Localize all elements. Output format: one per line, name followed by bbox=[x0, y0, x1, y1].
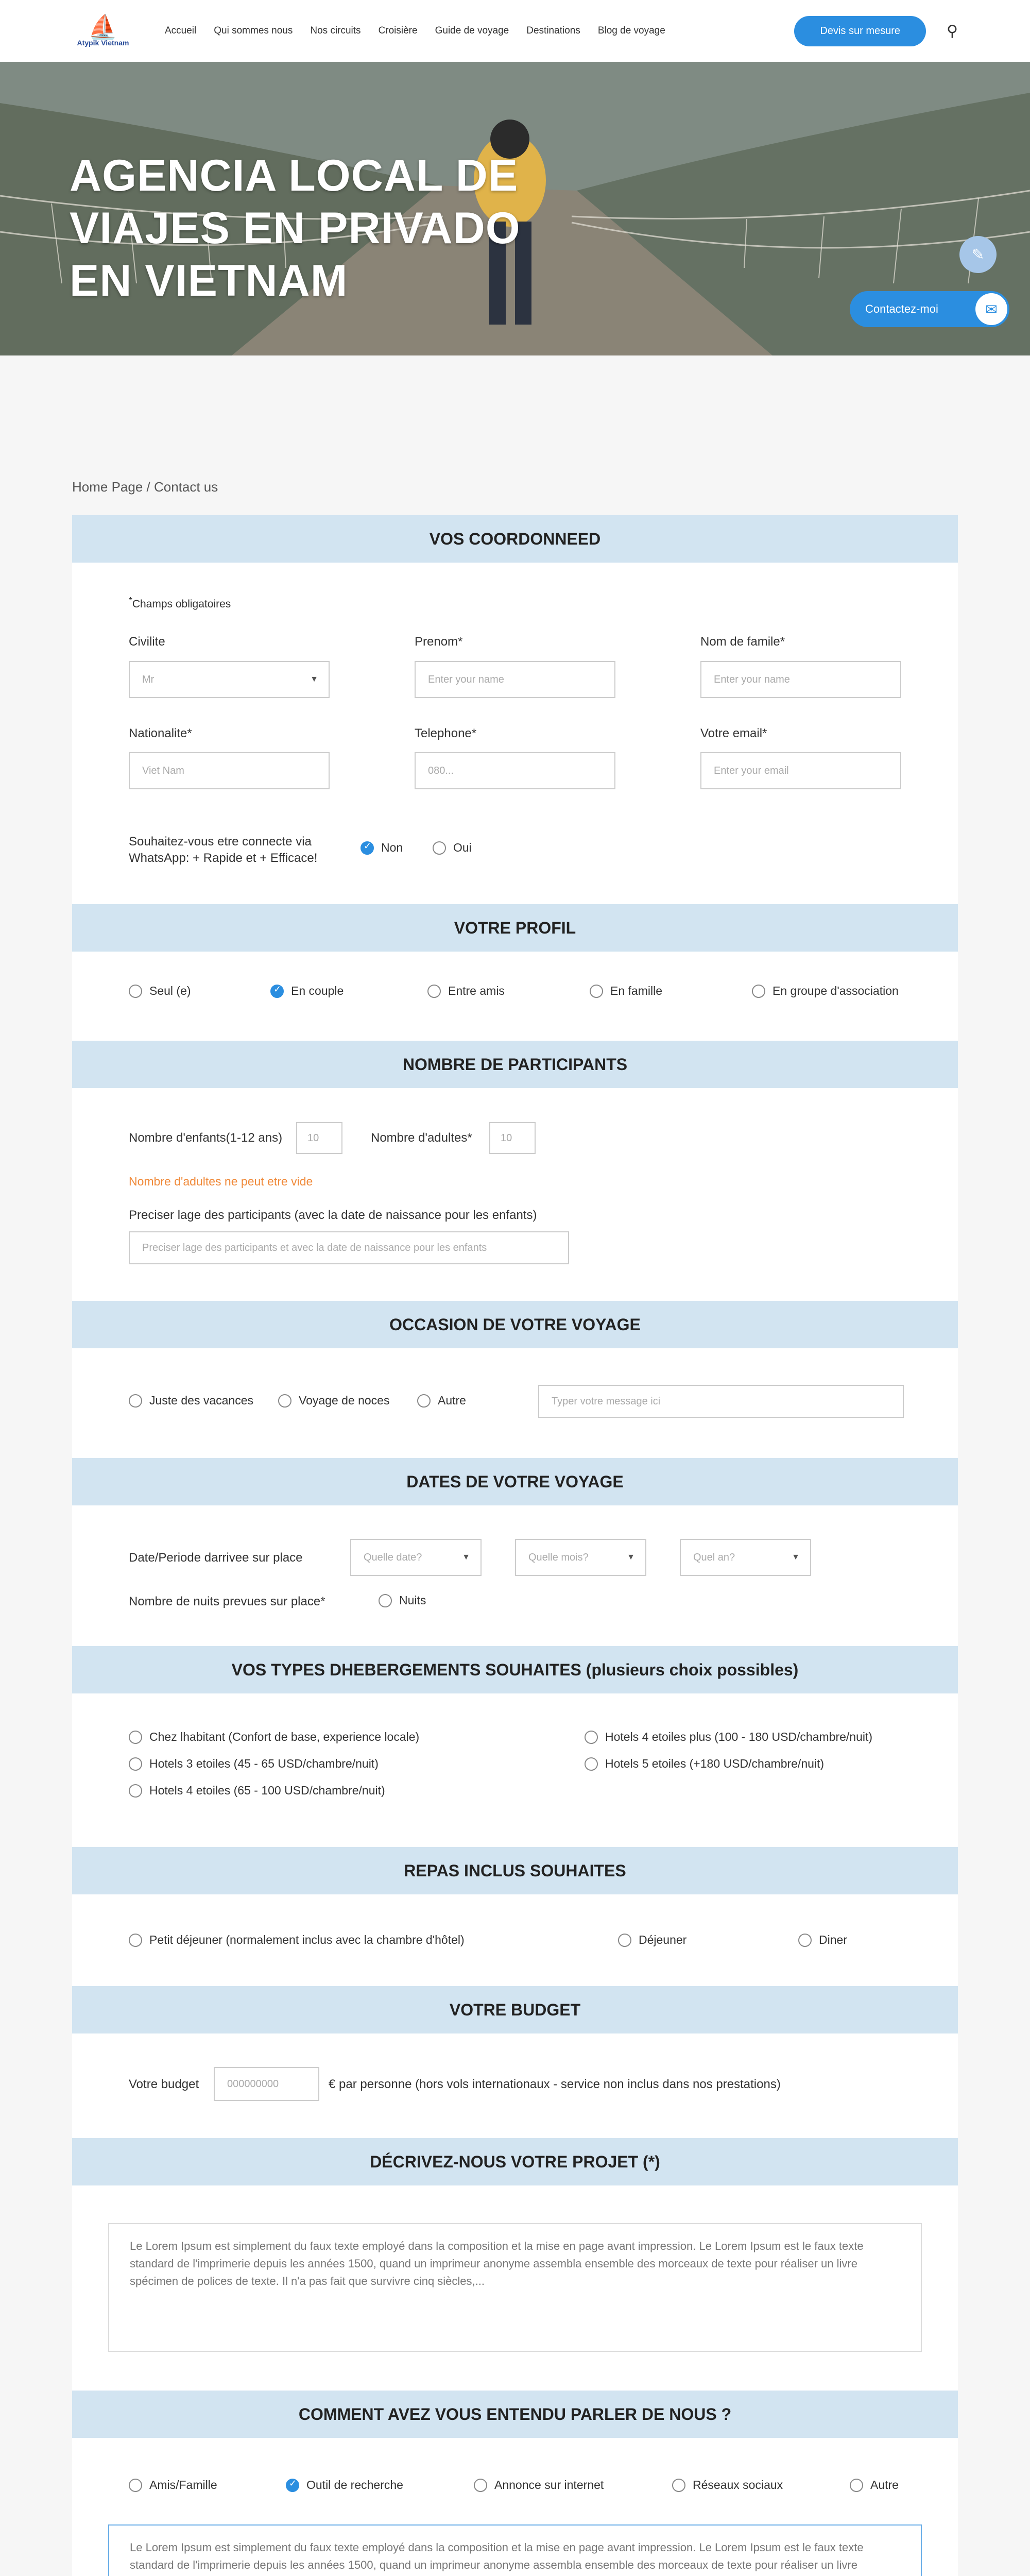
phone-input[interactable]: 080... bbox=[415, 752, 615, 789]
contact-me-button[interactable] bbox=[850, 291, 1009, 327]
radio-icon bbox=[590, 985, 603, 998]
children-label: Nombre d'enfants(1-12 ans) bbox=[129, 1131, 283, 1145]
meal-option-label: Déjeuner bbox=[639, 1933, 687, 1946]
radio-checked-icon bbox=[286, 2479, 299, 2492]
profile-option-couple[interactable] bbox=[270, 984, 344, 998]
arrival-day-placeholder: Quelle date? bbox=[364, 1551, 422, 1563]
radio-checked-icon bbox=[360, 841, 374, 855]
search-icon[interactable]: ⚲ bbox=[947, 22, 958, 40]
whatsapp-no-radio[interactable] bbox=[360, 841, 403, 855]
radio-icon bbox=[850, 2479, 863, 2492]
adults-label: Nombre d'adultes* bbox=[371, 1131, 472, 1145]
accommodation-option-label: Hotels 5 etoiles (+180 USD/chambre/nuit) bbox=[605, 1757, 825, 1770]
nav-item-blog[interactable]: Blog de voyage bbox=[597, 25, 665, 36]
chevron-down-icon: ▼ bbox=[462, 1553, 470, 1562]
heard-option-annonce[interactable] bbox=[474, 2478, 604, 2492]
main-nav bbox=[165, 25, 665, 37]
contact-me-label: Contactez-moi bbox=[865, 302, 938, 315]
occasion-option-label: Voyage de noces bbox=[299, 1394, 390, 1407]
nationality-input[interactable]: Viet Nam bbox=[129, 752, 330, 789]
profile-option-label: En groupe d'association bbox=[772, 984, 899, 997]
radio-icon bbox=[278, 1394, 291, 1408]
radio-icon bbox=[129, 1731, 142, 1744]
heard-textarea[interactable]: Le Lorem Ipsum est simplement du faux texte employé dans la composition et la mise en page avant impression. Le Lorem Ipsum est le faux texte standard de l'imprimerie depuis les années 1500, quand un imprimeur anonyme assembla ensemble des morceaux de texte pour réaliser un livre bbox=[108, 2524, 922, 2576]
occasion-option-vacances[interactable] bbox=[129, 1394, 253, 1408]
whatsapp-label: Souhaitez-vous etre connecte via WhatsApp: + Rapide et + Efficace! bbox=[129, 835, 318, 865]
budget-suffix: € par personne (hors vols internationaux - service non inclus dans nos prestations) bbox=[329, 2077, 781, 2091]
chat-icon: ✉ bbox=[975, 293, 1007, 325]
phone-label: Telephone* bbox=[415, 726, 477, 740]
adults-input[interactable]: 10 bbox=[489, 1122, 536, 1154]
nav-item-accueil[interactable]: Accueil bbox=[165, 25, 197, 36]
section-budget-title: VOTRE BUDGET bbox=[72, 1986, 958, 2033]
nights-label: Nombre de nuits prevues sur place* bbox=[129, 1595, 325, 1608]
radio-icon bbox=[585, 1731, 598, 1744]
accommodation-option-habitant[interactable] bbox=[129, 1730, 419, 1744]
nights-option[interactable] bbox=[379, 1594, 426, 1607]
radio-icon bbox=[672, 2479, 685, 2492]
accommodation-option-4-plus[interactable] bbox=[585, 1730, 872, 1744]
occasion-other-input[interactable]: Typer votre message ici bbox=[538, 1385, 904, 1418]
radio-icon bbox=[129, 1757, 142, 1771]
profile-option-association[interactable] bbox=[752, 984, 899, 998]
heard-option-autre[interactable] bbox=[850, 2478, 899, 2492]
accommodation-option-5-stars[interactable] bbox=[585, 1757, 824, 1771]
budget-label: Votre budget bbox=[129, 2077, 199, 2091]
lastname-label: Nom de famile* bbox=[700, 635, 785, 649]
section-occasion-title: OCCASION DE VOTRE VOYAGE bbox=[72, 1301, 958, 1348]
logo-text: Atypik Vietnam bbox=[77, 39, 129, 47]
radio-icon bbox=[417, 1394, 431, 1408]
accommodation-option-label: Hotels 4 etoiles (65 - 100 USD/chambre/nuit) bbox=[149, 1784, 385, 1797]
arrival-month-select[interactable] bbox=[515, 1539, 646, 1576]
hero-title: AGENCIA LOCAL DE VIAJES EN PRIVADO EN VIETNAM bbox=[70, 151, 521, 306]
heard-option-search[interactable] bbox=[286, 2478, 403, 2492]
required-note: *Champs obligatoires bbox=[129, 595, 231, 610]
profile-option-seul[interactable] bbox=[129, 984, 191, 998]
arrival-period-label: Date/Periode darrivee sur place bbox=[129, 1551, 303, 1565]
nav-item-croisiere[interactable]: Croisière bbox=[378, 25, 418, 36]
chevron-down-icon: ▼ bbox=[627, 1553, 635, 1562]
contact-form bbox=[72, 515, 958, 2576]
occasion-option-label: Juste des vacances bbox=[149, 1394, 254, 1407]
radio-icon bbox=[427, 985, 441, 998]
heard-option-label: Autre bbox=[870, 2478, 899, 2492]
whatsapp-no-label: Non bbox=[381, 841, 403, 854]
whatsapp-yes-radio[interactable] bbox=[433, 841, 472, 855]
civility-select[interactable] bbox=[129, 661, 330, 698]
accommodation-option-label: Hotels 4 etoiles plus (100 - 180 USD/chambre/nuit) bbox=[605, 1730, 873, 1743]
meal-option-lunch[interactable] bbox=[618, 1933, 686, 1947]
section-project-title: DÉCRIVEZ-NOUS VOTRE PROJET (*) bbox=[72, 2138, 958, 2185]
meal-option-dinner[interactable] bbox=[798, 1933, 847, 1947]
email-label: Votre email* bbox=[700, 726, 767, 740]
section-participants-title: NOMBRE DE PARTICIPANTS bbox=[72, 1041, 958, 1088]
radio-icon bbox=[433, 841, 446, 855]
breadcrumb[interactable]: Home Page / Contact us bbox=[72, 479, 218, 495]
nights-option-label: Nuits bbox=[399, 1594, 426, 1607]
nav-item-destinations[interactable]: Destinations bbox=[526, 25, 580, 36]
firstname-label: Prenom* bbox=[415, 635, 463, 649]
profile-option-label: En couple bbox=[291, 984, 344, 997]
arrival-year-placeholder: Quel an? bbox=[693, 1551, 735, 1563]
pencil-icon: ✎ bbox=[971, 246, 985, 263]
edit-fab-button[interactable] bbox=[959, 236, 997, 273]
heard-option-label: Annonce sur internet bbox=[494, 2478, 604, 2492]
chevron-down-icon: ▼ bbox=[310, 675, 318, 684]
chevron-down-icon: ▼ bbox=[792, 1553, 800, 1562]
site-logo[interactable] bbox=[72, 15, 134, 47]
arrival-day-select[interactable] bbox=[350, 1539, 482, 1576]
whatsapp-yes-label: Oui bbox=[453, 841, 472, 854]
nav-item-nos-circuits[interactable]: Nos circuits bbox=[310, 25, 361, 36]
budget-input[interactable]: 000000000 bbox=[214, 2067, 319, 2101]
nav-item-qui-sommes-nous[interactable]: Qui sommes nous bbox=[214, 25, 293, 36]
heard-option-label: Outil de recherche bbox=[306, 2478, 403, 2492]
accommodation-option-label: Chez lhabitant (Confort de base, experience locale) bbox=[149, 1730, 420, 1743]
profile-option-amis[interactable] bbox=[427, 984, 505, 998]
arrival-month-placeholder: Quelle mois? bbox=[528, 1551, 589, 1563]
section-meals-title: REPAS INCLUS SOUHAITES bbox=[72, 1847, 958, 1894]
radio-icon bbox=[618, 1934, 631, 1947]
radio-icon bbox=[129, 1784, 142, 1798]
nationality-label: Nationalite* bbox=[129, 726, 192, 740]
accommodation-option-3-stars[interactable] bbox=[129, 1757, 379, 1771]
meal-option-breakfast[interactable] bbox=[129, 1933, 465, 1947]
accommodation-option-4-stars[interactable] bbox=[129, 1784, 385, 1798]
lastname-input[interactable]: Enter your name bbox=[700, 661, 901, 698]
adults-error-text: Nombre d'adultes ne peut etre vide bbox=[129, 1175, 313, 1188]
radio-icon bbox=[129, 1394, 142, 1408]
heard-option-label: Amis/Famille bbox=[149, 2478, 217, 2492]
profile-option-label: Seul (e) bbox=[149, 984, 191, 997]
logo-icon: ⛵ bbox=[88, 13, 118, 40]
occasion-option-label: Autre bbox=[438, 1394, 466, 1407]
section-accommodation-title: VOS TYPES DHEBERGEMENTS SOUHAITES (plusieurs choix possibles) bbox=[72, 1646, 958, 1693]
firstname-input[interactable]: Enter your name bbox=[415, 661, 615, 698]
ages-label: Preciser lage des participants (avec la date de naissance pour les enfants) bbox=[129, 1208, 537, 1222]
ages-input[interactable]: Preciser lage des participants et avec la date de naissance pour les enfants bbox=[129, 1231, 569, 1264]
section-dates-title: DATES DE VOTRE VOYAGE bbox=[72, 1458, 958, 1505]
civility-value: Mr bbox=[142, 673, 154, 685]
civility-label: Civilite bbox=[129, 635, 165, 649]
heard-option-label: Réseaux sociaux bbox=[693, 2478, 783, 2492]
radio-icon bbox=[379, 1594, 392, 1607]
quote-button[interactable]: Devis sur mesure bbox=[794, 16, 926, 46]
occasion-option-noces[interactable] bbox=[278, 1394, 389, 1408]
meal-option-label: Diner bbox=[819, 1933, 847, 1946]
children-input[interactable]: 10 bbox=[296, 1122, 342, 1154]
site-header bbox=[0, 0, 1030, 62]
radio-icon bbox=[474, 2479, 487, 2492]
radio-icon bbox=[798, 1934, 812, 1947]
section-coordonnees-title: VOS COORDONNEED bbox=[72, 515, 958, 563]
radio-icon bbox=[585, 1757, 598, 1771]
heard-option-amis[interactable] bbox=[129, 2478, 217, 2492]
heard-option-reseaux[interactable] bbox=[672, 2478, 783, 2492]
radio-icon bbox=[129, 985, 142, 998]
email-input[interactable]: Enter your email bbox=[700, 752, 901, 789]
profile-option-label: Entre amis bbox=[448, 984, 505, 997]
profile-option-label: En famille bbox=[610, 984, 662, 997]
nav-item-guide-de-voyage[interactable]: Guide de voyage bbox=[435, 25, 509, 36]
accommodation-option-label: Hotels 3 etoiles (45 - 65 USD/chambre/nuit) bbox=[149, 1757, 379, 1770]
radio-icon bbox=[129, 1934, 142, 1947]
required-note-text: Champs obligatoires bbox=[132, 598, 231, 610]
arrival-year-select[interactable] bbox=[680, 1539, 811, 1576]
radio-icon bbox=[129, 2479, 142, 2492]
radio-checked-icon bbox=[270, 985, 284, 998]
meal-option-label: Petit déjeuner (normalement inclus avec la chambre d'hôtel) bbox=[149, 1933, 465, 1946]
occasion-option-autre[interactable] bbox=[417, 1394, 466, 1408]
section-profil-title: VOTRE PROFIL bbox=[72, 904, 958, 952]
project-textarea[interactable]: Le Lorem Ipsum est simplement du faux texte employé dans la composition et la mise en page avant impression. Le Lorem Ipsum est le faux texte standard de l'imprimerie depuis les années 1500, quand un imprimeur anonyme assembla ensemble des morceaux de texte pour réaliser un livre spécimen de polices de texte. Il n'a pas fait que survivre cinq siècles,... bbox=[108, 2223, 922, 2352]
profile-option-famille[interactable] bbox=[590, 984, 662, 998]
hero-banner bbox=[0, 62, 1030, 355]
radio-icon bbox=[752, 985, 765, 998]
section-heard-title: COMMENT AVEZ VOUS ENTENDU PARLER DE NOUS ? bbox=[72, 2391, 958, 2438]
